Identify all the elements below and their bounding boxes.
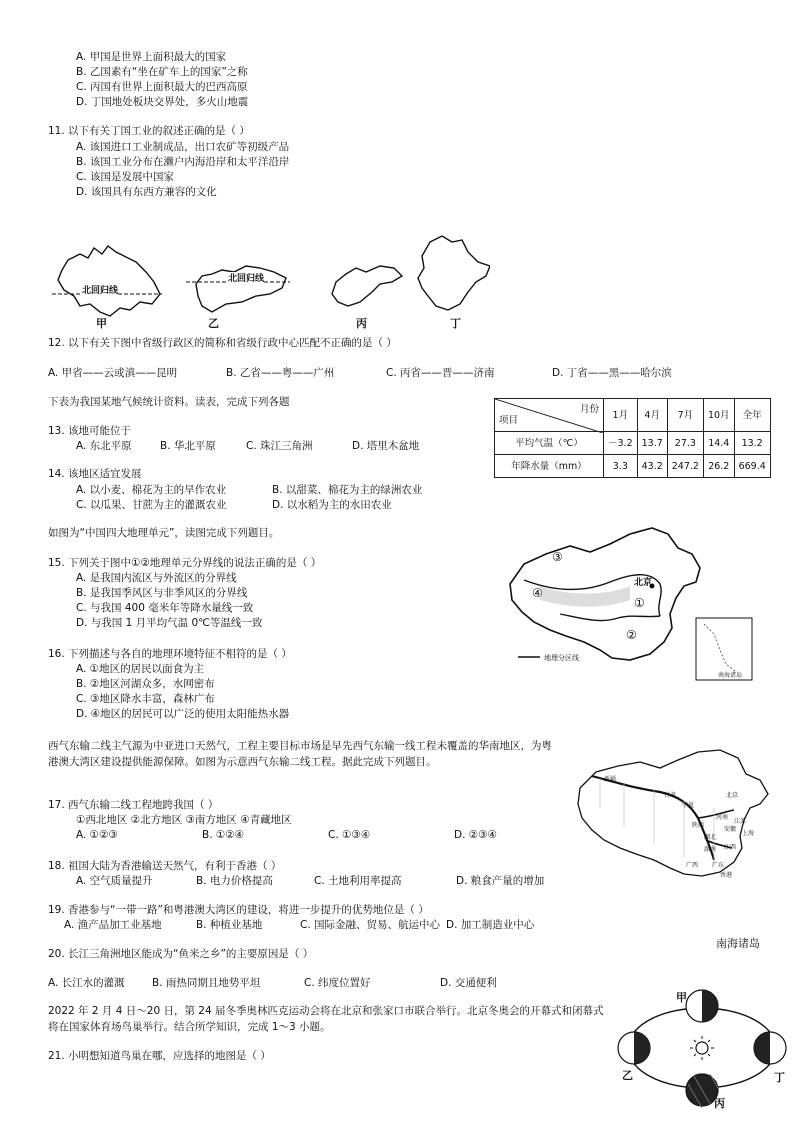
- q20-option-d: D. 交通便利: [440, 977, 497, 989]
- q17-option-d: D. ②③④: [454, 829, 497, 841]
- q20-stem: 20. 长江三角洲地区能成为“鱼米之乡”的主要原因是（ ）: [48, 948, 314, 960]
- table-row: [495, 432, 771, 455]
- q16-option-b: B. ②地区河湖众多，水网密布: [76, 678, 215, 690]
- q11-option-b: B. 该国工业分布在濑户内海沿岸和太平洋沿岸: [76, 156, 290, 168]
- q16-stem: 16. 下列描述与各自的地理环境特征不相符的是（ ）: [48, 648, 292, 660]
- place-guangdong: 广东: [712, 862, 725, 869]
- nanhai-caption: 南海诸岛: [716, 937, 760, 950]
- q13-option-b: B. 华北平原: [160, 440, 216, 452]
- table-cell: 3.3: [604, 455, 638, 478]
- table-cell: 247.2: [667, 455, 703, 478]
- china-regions-map: [500, 524, 770, 684]
- orbit-label-ding: 丁: [774, 1071, 785, 1084]
- q18-option-d: D. 粮食产量的增加: [456, 875, 545, 887]
- q14-stem: 14. 该地区适宜发展: [48, 468, 142, 480]
- q19-option-d: D. 加工制造业中心: [446, 919, 535, 931]
- climate-table-corner: [495, 399, 604, 432]
- beijing-label: 北京: [634, 578, 653, 588]
- earth-jia-shade: [702, 990, 718, 1022]
- sun-icon: [696, 1042, 708, 1054]
- q14-option-c: C. 以瓜果、甘蔗为主的灌溉农业: [76, 499, 227, 511]
- province-jia-shape: [58, 246, 160, 316]
- q17-option-b: B. ①②④: [202, 829, 245, 841]
- q17-stem: 17. 西气东输二线工程地跨我国（ ）: [48, 799, 219, 811]
- pipeline-intro: 西气东输二线主气源为中亚进口天然气，工程主要目标市场是早先西气东输一线工程未覆盖的华南地区，为粤港澳大湾区建设提供能源保障。如图为示意西气东输二线工程。据此完成下列题目。: [48, 740, 552, 768]
- q14-option-b: B. 以甜菜、棉花为主的绿洲农业: [272, 484, 423, 496]
- province-label-jia: 甲: [96, 317, 107, 330]
- q20-option-b: B. 雨热同期且地势平坦: [152, 977, 261, 989]
- place-xinjiang: 新疆: [604, 776, 617, 783]
- province-label-ding: 丁: [450, 317, 461, 330]
- q18-option-b: B. 电力价格提高: [196, 875, 273, 887]
- region-marker-2: ②: [626, 628, 637, 642]
- month-header-oct: 10月: [703, 399, 734, 432]
- province-label-yi: 乙: [208, 317, 219, 330]
- table-cell: 669.4: [734, 455, 770, 478]
- place-anhui: 安徽: [724, 826, 737, 833]
- q14-option-d: D. 以水稻为主的水田农业: [272, 499, 392, 511]
- place-gansu: 甘肃: [664, 792, 677, 799]
- q21-stem: 21. 小明想知道鸟巢在哪，应选择的地图是（ ）: [48, 1050, 271, 1062]
- table-row: [495, 455, 771, 478]
- orbit-label-yi: 乙: [622, 1069, 633, 1082]
- earth-yi-shade: [634, 1032, 650, 1064]
- pipeline-map: [574, 748, 774, 958]
- province-outlines: [50, 232, 490, 332]
- q18-option-a: A. 空气质量提升: [76, 875, 153, 887]
- q20-option-a: A. 长江水的灌溉: [48, 977, 125, 989]
- regions-intro: 如图为“中国四大地理单元”，读图完成下列题目。: [48, 527, 280, 539]
- q17-option-c: C. ①③④: [328, 829, 371, 841]
- place-guangxi: 广西: [686, 862, 699, 869]
- q19-option-a: A. 渔产品加工业基地: [64, 919, 162, 931]
- q11-option-c: C. 该国是发展中国家: [76, 171, 175, 183]
- q12-option-d: D. 丁省——黑——哈尔滨: [552, 367, 672, 379]
- q10-option-b: B. 乙国素有“坐在矿车上的国家”之称: [76, 66, 248, 78]
- q14-option-a: A. 以小麦、棉花为主的旱作农业: [76, 484, 227, 496]
- place-ningxia: 宁夏: [682, 802, 695, 809]
- province-ding-shape: [418, 236, 490, 310]
- q20-option-c: C. 纬度位置好: [304, 977, 371, 989]
- q15-option-a: A. 是我国内流区与外流区的分界线: [76, 572, 237, 584]
- q15-option-b: B. 是我国季风区与非季风区的分界线: [76, 587, 248, 599]
- row-label-precip: 年降水量（mm）: [495, 455, 604, 478]
- province-outline-figure: [50, 232, 490, 332]
- month-header-jul: 7月: [667, 399, 703, 432]
- climate-table: [494, 398, 771, 478]
- q13-option-c: C. 珠江三角洲: [246, 440, 313, 452]
- q10-option-c: C. 丙国有世界上面积最大的巴西高原: [76, 81, 248, 93]
- q10-option-d: D. 丁国地处板块交界处，多火山地震: [76, 96, 249, 108]
- q17-sub: ①西北地区 ②北方地区 ③南方地区 ④青藏地区: [76, 814, 292, 826]
- olympics-intro: 2022 年 2 月 4 日～20 日，第 24 届冬季奥林匹克运动会将在北京和张家口市联合举行。北京冬奥会的开幕式和闭幕式将在国家体育场鸟巢举行。结合所学知识，完成 1～3 小题。: [48, 1005, 604, 1033]
- q12-option-b: B. 乙省——粤——广州: [226, 367, 335, 379]
- region-marker-3: ③: [552, 550, 563, 564]
- place-jiangxi: 江西: [724, 844, 737, 851]
- q13-option-a: A. 东北平原: [76, 440, 132, 452]
- q10-option-a: A. 甲国是世界上面积最大的国家: [76, 51, 227, 63]
- month-header-year: 全年: [734, 399, 770, 432]
- q16-option-a: A. ①地区的居民以面食为主: [76, 663, 205, 675]
- row-label-temp: 平均气温（℃）: [495, 432, 604, 455]
- tropic-label-jia: 北回归线: [82, 284, 118, 299]
- q15-option-d: D. 与我国 1 月平均气温 0℃等温线一致: [76, 617, 263, 629]
- table-cell: 26.2: [703, 455, 734, 478]
- orbit-label-bing: 丙: [714, 1097, 725, 1110]
- table-cell: －3.2: [604, 432, 638, 455]
- place-jiangsu: 江苏: [734, 818, 747, 825]
- china-outline-pipeline: [578, 750, 768, 876]
- q16-option-d: D. ④地区的居民可以广泛的使用太阳能热水器: [76, 708, 290, 720]
- province-bing-shape: [332, 266, 402, 306]
- table-cell: 27.3: [667, 432, 703, 455]
- q11-option-a: A. 该国进口工业制成品，出口农矿等初级产品: [76, 141, 290, 153]
- q13-stem: 13. 该地可能位于: [48, 425, 132, 437]
- month-header-apr: 4月: [637, 399, 667, 432]
- legend-label: 地理分区线: [544, 654, 579, 662]
- q12-option-c: C. 丙省——晋——济南: [386, 367, 495, 379]
- region-marker-4: ④: [532, 586, 543, 600]
- place-shanghai: 上海: [742, 830, 755, 837]
- table-cell: 14.4: [703, 432, 734, 455]
- place-beijing: 北京: [726, 792, 739, 799]
- climate-intro: 下表为我国某地气候统计资料。读表，完成下列各题: [48, 396, 290, 408]
- place-hongkong: 香港: [720, 872, 733, 879]
- month-header-jan: 1月: [604, 399, 638, 432]
- earth-orbit-figure: [614, 984, 790, 1114]
- corner-top-label: 月份: [579, 404, 599, 415]
- q13-option-d: D. 塔里木盆地: [352, 440, 420, 452]
- region-marker-1: ①: [634, 596, 645, 610]
- orbit-label-jia: 甲: [676, 991, 687, 1004]
- place-shaanxi: 陕西: [692, 822, 705, 829]
- q18-option-c: C. 土地利用率提高: [314, 875, 402, 887]
- inset-islands: [704, 624, 736, 672]
- q15-option-c: C. 与我国 400 毫米年等降水量线一致: [76, 602, 254, 614]
- q19-option-c: C. 国际金融、贸易、航运中心: [300, 919, 441, 931]
- q16-option-c: C. ③地区降水丰富，森林广布: [76, 693, 215, 705]
- inset-label: 南海诸岛: [718, 672, 743, 679]
- earth-ding-shade: [754, 1032, 770, 1064]
- table-cell: 13.2: [734, 432, 770, 455]
- q11-stem: 11. 以下有关丁国工业的叙述正确的是（ ）: [48, 125, 250, 137]
- q19-stem: 19. 香港参与“一带一路”和粤港澳大湾区的建设，将进一步提升的优势地位是（ ）: [48, 904, 429, 916]
- orbit-diagram: [614, 984, 790, 1114]
- division-line-south: [560, 614, 660, 621]
- q15-stem: 15. 下列关于图中①②地理单元分界线的说法正确的是（ ）: [48, 557, 322, 569]
- province-label-bing: 丙: [356, 317, 367, 330]
- q12-stem: 12. 以下有关下图中省级行政区的简称和省级行政中心匹配不正确的是（ ）: [48, 337, 397, 349]
- q12-option-a: A. 甲省——云或滇——昆明: [48, 367, 178, 379]
- q18-stem: 18. 祖国大陆为香港输送天然气，有利于香港（ ）: [48, 860, 282, 872]
- table-cell: 43.2: [637, 455, 667, 478]
- q11-option-d: D. 该国具有东西方兼容的文化: [76, 186, 217, 198]
- place-hubei: 湖北: [704, 834, 717, 841]
- corner-bottom-label: 项目: [499, 415, 519, 426]
- table-cell: 13.7: [637, 432, 667, 455]
- place-hunan: 湖南: [704, 846, 717, 853]
- place-henan: 河南: [716, 814, 729, 821]
- q17-option-a: A. ①②③: [76, 829, 118, 841]
- tropic-label-yi: 北回归线: [228, 272, 264, 287]
- q19-option-b: B. 种植业基地: [196, 919, 263, 931]
